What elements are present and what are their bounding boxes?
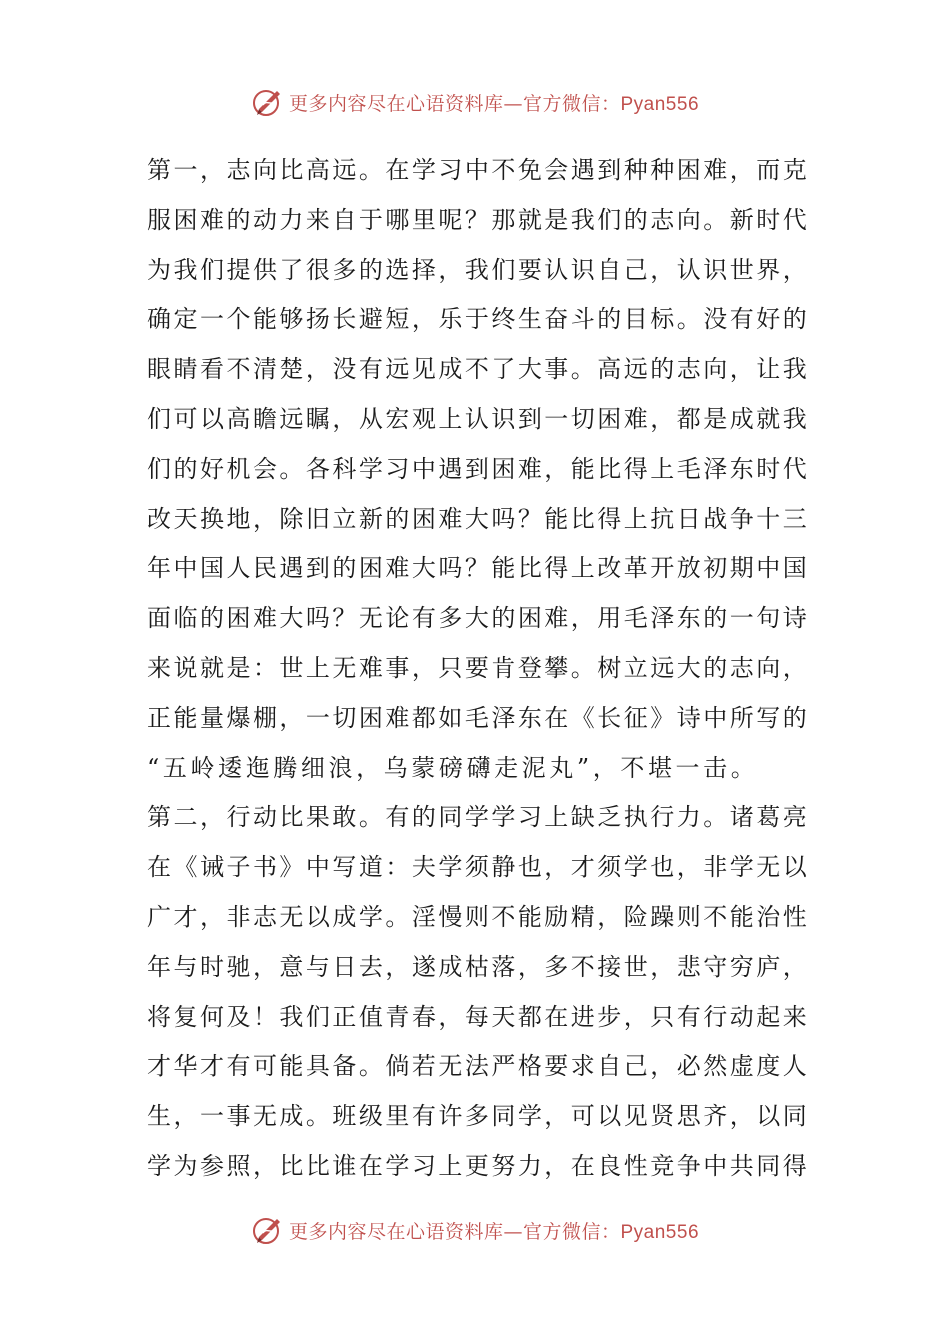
pen-logo-icon bbox=[251, 85, 285, 119]
text-line: 年中国人民遇到的困难大吗？能比得上改革开放初期中国 bbox=[147, 554, 807, 583]
text-line: 在《诫子书》中写道：夫学须静也，才须学也，非学无以 bbox=[147, 853, 807, 882]
footer-banner-text: 更多内容尽在心语资料库—官方微信：Pyan556 bbox=[288, 1220, 700, 1243]
text-line: 学为参照，比比谁在学习上更努力，在良性竞争中共同得 bbox=[147, 1151, 807, 1180]
text-line: 第一，志向比高远。在学习中不免会遇到种种困难，而克 bbox=[147, 156, 807, 184]
pen-logo-icon bbox=[251, 1213, 285, 1247]
wechat-handle: Pyan556 bbox=[620, 93, 700, 115]
header-banner bbox=[0, 82, 950, 122]
text-line: 生，一事无成。班级里有许多同学，可以见贤思齐，以同 bbox=[147, 1102, 807, 1131]
text-line: 才华才有可能具备。倘若无法严格要求自己，必然虚度人 bbox=[147, 1052, 807, 1081]
text-line: 第二，行动比果敢。有的同学学习上缺乏执行力。诸葛亮 bbox=[147, 803, 807, 832]
text-line: 眼睛看不清楚，没有远见成不了大事。高远的志向，让我 bbox=[147, 355, 807, 384]
text-line-paragraph-end: “五岭逶迤腾细浪，乌蒙磅礴走泥丸”，不堪一击。 bbox=[147, 753, 759, 782]
text-line: 服困难的动力来自于哪里呢？那就是我们的志向。新时代 bbox=[147, 205, 807, 234]
text-line: 广才，非志无以成学。淫慢则不能励精，险躁则不能治性 bbox=[147, 902, 807, 931]
text-line: 改天换地，除旧立新的困难大吗？能比得上抗日战争十三 bbox=[147, 504, 807, 533]
text-line: 们可以高瞻远瞩，从宏观上认识到一切困难，都是成就我 bbox=[147, 404, 807, 433]
text-line: 们的好机会。各科学习中遇到困难，能比得上毛泽东时代 bbox=[147, 454, 807, 483]
wechat-handle: Pyan556 bbox=[620, 1221, 700, 1243]
text-line: 确定一个能够扬长避短，乐于终生奋斗的目标。没有好的 bbox=[147, 305, 807, 334]
text-line: 为我们提供了很多的选择，我们要认识自己，认识世界， bbox=[147, 255, 807, 284]
text-line: 年与时驰，意与日去，遂成枯落，多不接世，悲守穷庐， bbox=[147, 952, 807, 981]
text-line: 正能量爆棚，一切困难都如毛泽东在《长征》诗中所写的 bbox=[147, 703, 807, 732]
text-line: 将复何及！我们正值青春，每天都在进步，只有行动起来 bbox=[147, 1002, 807, 1031]
text-line: 面临的困难大吗？无论有多大的困难，用毛泽东的一句诗 bbox=[147, 604, 807, 633]
footer-banner bbox=[0, 1210, 950, 1250]
header-banner-text: 更多内容尽在心语资料库—官方微信：Pyan556 bbox=[288, 92, 700, 115]
document-body bbox=[147, 146, 807, 1192]
text-line: 来说就是：世上无难事，只要肯登攀。树立远大的志向， bbox=[147, 653, 807, 682]
